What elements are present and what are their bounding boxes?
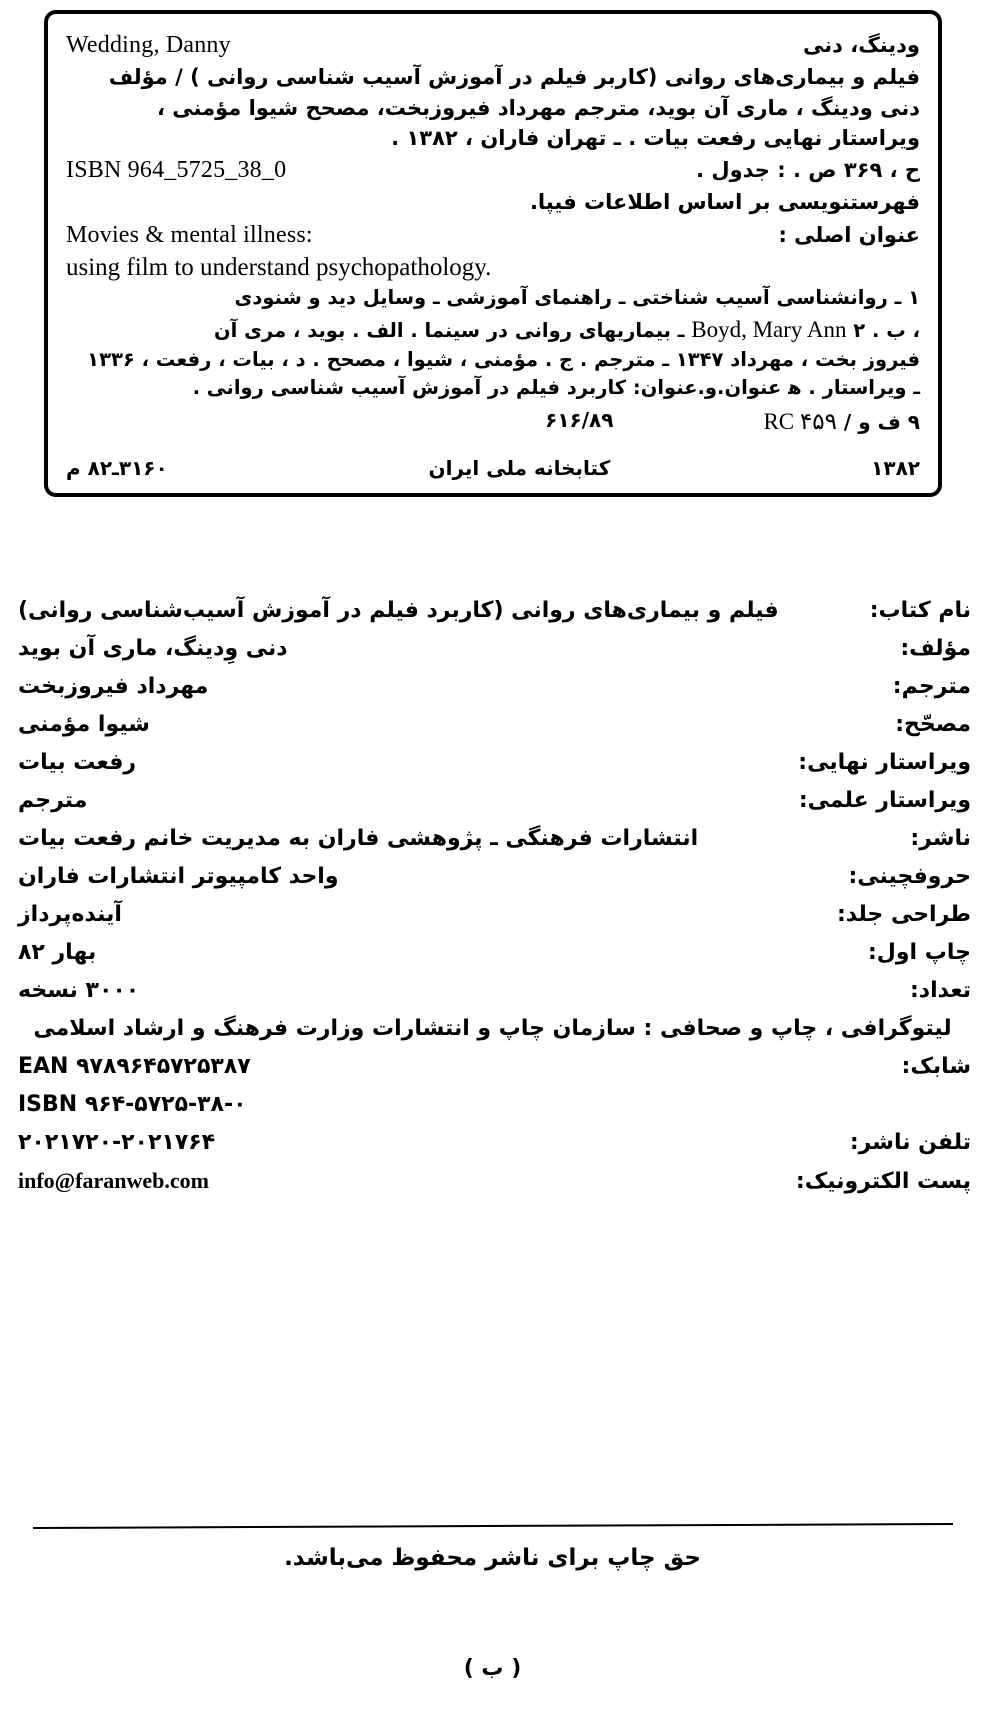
- detail-row-email: [0, 1168, 985, 1194]
- detail-value-cover-design: آینده‌پرداز: [18, 902, 122, 927]
- cip-class-local-text: ۹ ف و /: [843, 409, 920, 434]
- cip-author-heading-row: [66, 28, 920, 62]
- cip-record-number: ۳۱۶۰ـ۸۲ م: [66, 456, 168, 481]
- cip-pagination-isbn-row: [66, 153, 920, 187]
- detail-value-final-editor: رفعت بیات: [18, 750, 137, 775]
- cip-isbn: ISBN 964_5725_38_0: [66, 157, 287, 184]
- copyright-notice: حق چاپ برای ناشر محفوظ می‌باشد.: [284, 1545, 701, 1571]
- detail-label-corrector: مصحّح:: [895, 712, 971, 737]
- detail-label-first-print: چاپ اول:: [868, 940, 971, 965]
- cip-original-title-en-2: using film to understand psychopathology.: [66, 253, 492, 281]
- page-number: ( ب ): [463, 1656, 522, 1681]
- detail-row-phone: [0, 1130, 985, 1155]
- cip-title-statement-line-1: فیلم و بیماری‌های روانی (کاربر فیلم در آموزش آسیب شناسی روانی ) / مؤلف: [108, 65, 920, 90]
- cip-pagination: ح ، ۳۶۹ ص . : جدول .: [696, 158, 920, 183]
- detail-label-copies: تعداد:: [909, 978, 971, 1003]
- detail-label-title: نام کتاب:: [869, 598, 971, 623]
- cip-subject-2: [66, 313, 920, 346]
- detail-label-translator: مترجم:: [892, 674, 971, 699]
- detail-row-copies: [0, 978, 985, 1003]
- detail-row-isbn-ean: [0, 1054, 985, 1079]
- cip-author-heading-fa: ودینگ، دنی: [803, 33, 920, 57]
- detail-label-science-editor: ویراستار علمی:: [798, 788, 971, 813]
- detail-row-typesetting: [0, 864, 985, 889]
- cip-cataloging-box: [44, 10, 942, 497]
- cip-subject-2-start: ۲ ـ بیماریهای روانی در سینما . الف . بوید ، مری آن: [214, 318, 866, 342]
- cip-original-title-label: عنوان اصلی :: [778, 222, 920, 247]
- cip-subject-1: ۱ ـ روانشناسی آسیب شناختی ـ راهنمای آموزشی ـ وسایل دید و شنودی: [234, 286, 920, 310]
- detail-row-isbn-number: [0, 1092, 985, 1117]
- cip-added-entries-2: ـ ویراستار . ه‍ عنوان.و.عنوان: کاربرد فیلم در آموزش آسیب شناسی روانی .: [192, 376, 920, 400]
- cip-added-entries-1: فیروز بخت ، مهرداد ۱۳۴۷ ـ مترجم . ج . مؤمنی ، شیوا ، مصحح . د ، بیات ، رفعت ، ۱۳۳۶: [87, 348, 920, 372]
- footer-divider: [33, 1523, 953, 1529]
- detail-value-isbn-ean: EAN ۹۷۸۹۶۴۵۷۲۵۳۸۷: [18, 1054, 251, 1079]
- detail-value-copies: ۳۰۰۰ نسخه: [18, 978, 140, 1003]
- detail-row-translator: [0, 674, 985, 699]
- cip-original-title-en-1: Movies & mental illness:: [66, 221, 313, 248]
- detail-row-corrector: [0, 712, 985, 737]
- cip-subject-2-latin: Boyd, Mary Ann: [691, 316, 847, 342]
- detail-row-final-editor: [0, 750, 985, 775]
- detail-value-first-print: بهار ۸۲: [18, 940, 97, 965]
- detail-row-cover-design: [0, 902, 985, 927]
- detail-value-translator: مهرداد فیروزبخت: [18, 674, 209, 699]
- detail-value-email: info@faranweb.com: [18, 1168, 209, 1193]
- detail-value-publisher: انتشارات فرهنگی ـ پژوهشی فاران به مدیریت خانم رفعت بیات: [18, 826, 699, 851]
- detail-row-first-print: [0, 940, 985, 965]
- detail-label-final-editor: ویراستار نهایی:: [798, 750, 971, 775]
- detail-value-phone: ۲۰۲۱۷۲۰-۲۰۲۱۷۶۴: [18, 1130, 216, 1155]
- detail-label-author: مؤلف:: [900, 636, 971, 661]
- detail-value-author: دنی وِدینگ، ماری آن بوید: [18, 636, 288, 661]
- cip-class-dewey: ۶۱۶/۸۹: [545, 407, 614, 432]
- detail-value-science-editor: مترجم: [18, 788, 88, 813]
- cip-class-lc: RC ۴۵۹: [763, 408, 837, 434]
- detail-row-title: [0, 598, 985, 623]
- cip-subject-2-end: ، ب .: [872, 318, 920, 342]
- detail-row-science-editor: [0, 788, 985, 813]
- cip-title-statement-line-2: دنی ودینگ ، ماری آن بوید، مترجم مهرداد فیروزبخت، مصحح شیوا مؤمنی ،: [157, 95, 920, 120]
- cip-class-local: [763, 405, 920, 440]
- cip-library-name: کتابخانه ملی ایران: [428, 456, 611, 481]
- detail-row-author: [0, 636, 985, 661]
- detail-label-phone: تلفن ناشر:: [849, 1130, 971, 1155]
- detail-label-typesetting: حروفچینی:: [848, 864, 971, 889]
- detail-value-typesetting: واحد کامپیوتر انتشارات فاران: [18, 864, 339, 889]
- cip-footer-row: [66, 439, 920, 483]
- detail-value-title: فیلم و بیماری‌های روانی (کاربرد فیلم در آموزش آسیب‌شناسی روانی): [18, 598, 779, 623]
- book-details-table: [0, 598, 985, 1207]
- detail-row-publisher: [0, 826, 985, 851]
- cip-classification-row: [66, 403, 920, 440]
- detail-litography-line: لیتوگرافی ، چاپ و صحافی : سازمان چاپ و انتشارات وزارت فرهنگ و ارشاد اسلامی: [33, 1016, 952, 1041]
- cip-year: ۱۳۸۲: [871, 456, 920, 481]
- detail-label-email: پست الکترونیک:: [795, 1169, 971, 1194]
- detail-label-publisher: ناشر:: [910, 826, 971, 851]
- detail-value-isbn-number: ISBN ۹۶۴-۵۷۲۵-۳۸-۰: [18, 1092, 247, 1117]
- detail-label-cover-design: طراحی جلد:: [836, 902, 971, 927]
- cip-original-title-row-1: [66, 218, 920, 252]
- cip-author-heading-en: Wedding, Danny: [66, 32, 231, 58]
- cip-cataloging-note: فهرستنویسی بر اساس اطلاعات فیپا.: [529, 190, 920, 215]
- cip-title-statement-line-3: ویراستار نهایی رفعت بیات . ـ تهران فاران ، ۱۳۸۲ .: [391, 125, 920, 150]
- detail-label-isbn: شابک:: [901, 1054, 971, 1079]
- detail-value-corrector: شیوا مؤمنی: [18, 712, 150, 737]
